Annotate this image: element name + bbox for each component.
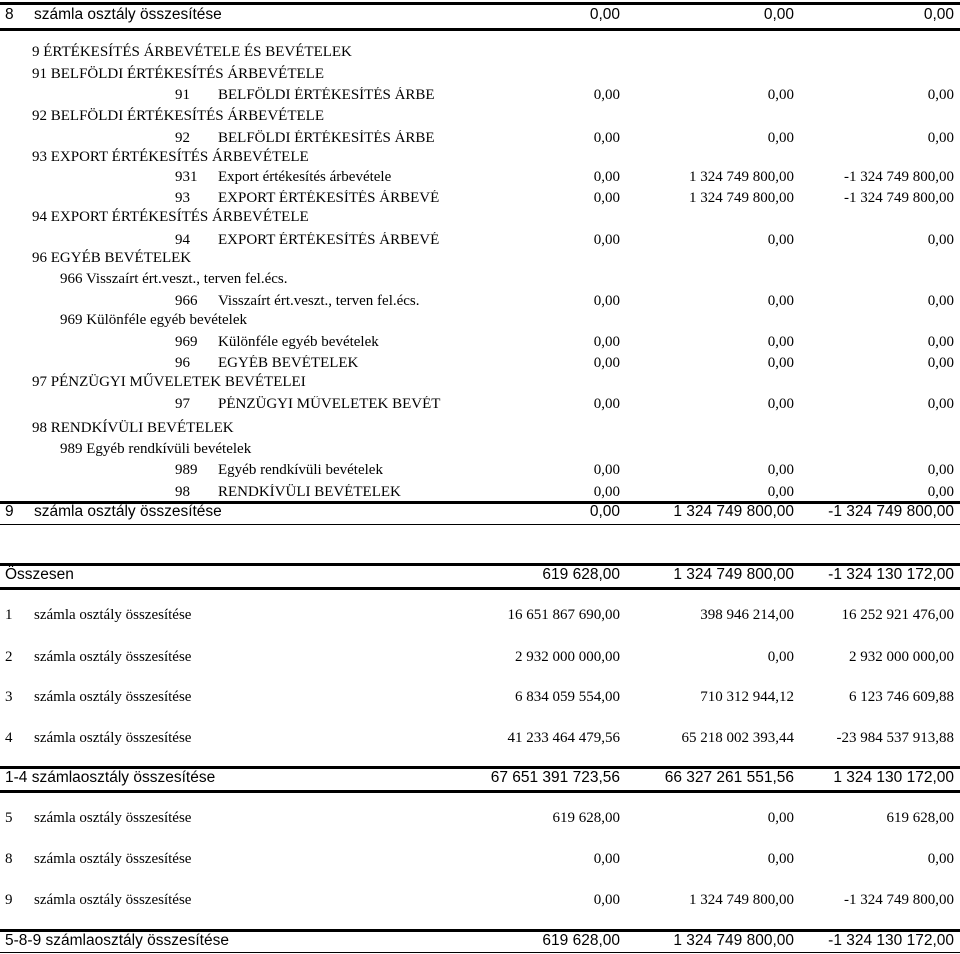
account-text: Export értékesítés árbevétele — [218, 169, 392, 185]
class-v1: 2 932 000 000,00 — [515, 649, 620, 665]
account-v3: 0,00 — [927, 130, 954, 146]
account-text: BELFÖLDI ÉRTÉKESÍTÉS ÁRBE — [218, 130, 435, 146]
class-code: 3 — [5, 689, 13, 705]
account-v1: 0,00 — [593, 484, 620, 500]
class-code: 1 — [5, 607, 13, 623]
account-text: RENDKÍVÜLI BEVÉTELEK — [218, 484, 401, 500]
account-v1: 0,00 — [593, 232, 620, 248]
class-v3: 2 932 000 000,00 — [849, 649, 954, 665]
subgroup-text: 966 Visszaírt ért.veszt., terven fel.écs. — [60, 271, 288, 287]
account-v2: 1 324 749 800,00 — [689, 190, 794, 206]
total589-v2: 1 324 749 800,00 — [673, 932, 794, 949]
account-v1: 0,00 — [593, 396, 620, 412]
account-text: PÉNZÜGYI MŰVELETEK BEVÉT — [218, 396, 441, 412]
group-text: 93 EXPORT ÉRTÉKESÍTÉS ÁRBEVÉTELE — [32, 149, 309, 165]
section9-v1: 0,00 — [589, 503, 620, 520]
account-v3: 0,00 — [927, 87, 954, 103]
account-v1: 0,00 — [593, 462, 620, 478]
account-v1: 0,00 — [593, 355, 620, 371]
class-v2: 710 312 944,12 — [700, 689, 794, 705]
subgroup-text: 91 BELFÖLDI ÉRTÉKESÍTÉS ÁRBEVÉTELE — [32, 66, 324, 82]
grand-total-row — [0, 566, 960, 586]
account-v2: 0,00 — [767, 232, 794, 248]
account-code: 94 — [175, 232, 190, 248]
section8-label: 8 — [5, 6, 14, 23]
account-v1: 0,00 — [593, 87, 620, 103]
class-v3: 6 123 746 609,88 — [849, 689, 954, 705]
account-v2: 0,00 — [767, 355, 794, 371]
section9-bottom-rule — [0, 524, 960, 525]
total14-v1: 67 651 391 723,56 — [490, 769, 620, 786]
section9-label: 9 — [5, 503, 14, 520]
class-title: számla osztály összesítése — [34, 607, 192, 623]
class-v2: 0,00 — [767, 851, 794, 867]
group-text: 97 PÉNZÜGYI MŰVELETEK BEVÉTELEI — [32, 374, 306, 390]
class-v3: -1 324 749 800,00 — [844, 892, 954, 908]
grand-total-v3: -1 324 130 172,00 — [828, 566, 954, 583]
account-v1: 0,00 — [593, 130, 620, 146]
account-v2: 0,00 — [767, 130, 794, 146]
grand-total-v1: 619 628,00 — [542, 566, 620, 583]
account-text: Visszaírt ért.veszt., terven fel.écs. — [218, 293, 420, 309]
class-v2: 65 218 002 393,44 — [681, 730, 794, 746]
account-v3: 0,00 — [927, 396, 954, 412]
account-v1: 0,00 — [593, 169, 620, 185]
class-v2: 0,00 — [767, 810, 794, 826]
account-code: 989 — [175, 462, 198, 478]
account-v3: 0,00 — [927, 462, 954, 478]
account-text: EGYÉB BEVÉTELEK — [218, 355, 359, 371]
section8-v2: 0,00 — [763, 6, 794, 23]
total14-v2: 66 327 261 551,56 — [664, 769, 794, 786]
account-text: Különféle egyéb bevételek — [218, 334, 379, 350]
group-text: 96 EGYÉB BEVÉTELEK — [32, 250, 192, 266]
account-v2: 0,00 — [767, 293, 794, 309]
class-code: 5 — [5, 810, 13, 826]
account-text: EXPORT ÉRTÉKESÍTÉS ÁRBEVÉ — [218, 232, 440, 248]
account-v3: 0,00 — [927, 334, 954, 350]
class-v3: 619 628,00 — [886, 810, 954, 826]
section8-v3: 0,00 — [923, 6, 954, 23]
account-v2: 1 324 749 800,00 — [689, 169, 794, 185]
section9-v3: -1 324 749 800,00 — [828, 503, 954, 520]
account-v1: 0,00 — [593, 334, 620, 350]
account-text: Egyéb rendkívüli bevételek — [218, 462, 383, 478]
group-text: 98 RENDKÍVÜLI BEVÉTELEK — [32, 420, 234, 436]
account-v2: 0,00 — [767, 484, 794, 500]
class-v3: 0,00 — [927, 851, 954, 867]
total589-v1: 619 628,00 — [542, 932, 620, 949]
account-v3: 0,00 — [927, 293, 954, 309]
section9-v2: 1 324 749 800,00 — [673, 503, 794, 520]
class-v1: 6 834 059 554,00 — [515, 689, 620, 705]
account-code: 96 — [175, 355, 190, 371]
class-title: számla osztály összesítése — [34, 892, 192, 908]
account-code: 966 — [175, 293, 198, 309]
class-title: számla osztály összesítése — [34, 730, 192, 746]
total14-bottom-rule — [0, 790, 960, 793]
class-title: számla osztály összesítése — [34, 649, 192, 665]
section8-title: számla osztály összesítése — [34, 6, 222, 23]
account-text: BELFÖLDI ÉRTÉKESÍTÉS ÁRBE — [218, 87, 435, 103]
class-v2: 0,00 — [767, 649, 794, 665]
class-v3: -23 984 537 913,88 — [836, 730, 954, 746]
class-v1: 619 628,00 — [552, 810, 620, 826]
account-code: 92 — [175, 130, 190, 146]
group-text: 94 EXPORT ÉRTÉKESÍTÉS ÁRBEVÉTELE — [32, 209, 309, 225]
class-v2: 1 324 749 800,00 — [689, 892, 794, 908]
account-code: 97 — [175, 396, 190, 412]
class-title: számla osztály összesítése — [34, 851, 192, 867]
class-v2: 398 946 214,00 — [700, 607, 794, 623]
account-v2: 0,00 — [767, 87, 794, 103]
class-title: számla osztály összesítése — [34, 810, 192, 826]
class-v1: 0,00 — [593, 851, 620, 867]
total14-row — [0, 769, 960, 789]
class-v1: 41 233 464 479,56 — [507, 730, 620, 746]
class-v1: 0,00 — [593, 892, 620, 908]
account-v2: 0,00 — [767, 462, 794, 478]
class-code: 4 — [5, 730, 13, 746]
total14-v3: 1 324 130 172,00 — [833, 769, 954, 786]
total589-title: 5-8-9 számlaosztály összesítése — [5, 932, 229, 949]
section8-v1: 0,00 — [589, 6, 620, 23]
total589-v3: -1 324 130 172,00 — [828, 932, 954, 949]
group-text: 9 ÉRTÉKESÍTÉS ÁRBEVÉTELE ÉS BEVÉTELEK — [32, 44, 352, 60]
account-v2: 0,00 — [767, 396, 794, 412]
account-v3: 0,00 — [927, 484, 954, 500]
class-v3: 16 252 921 476,00 — [841, 607, 954, 623]
grand-total-title: Összesen — [5, 566, 74, 583]
account-code: 93 — [175, 190, 190, 206]
account-code: 931 — [175, 169, 198, 185]
total14-title: 1-4 számlaosztály összesítése — [5, 769, 216, 786]
account-v3: 0,00 — [927, 232, 954, 248]
class-code: 8 — [5, 851, 13, 867]
account-v1: 0,00 — [593, 190, 620, 206]
account-v3: 0,00 — [927, 355, 954, 371]
class-code: 9 — [5, 892, 13, 908]
account-code: 98 — [175, 484, 190, 500]
subgroup-text: 969 Különféle egyéb bevételek — [60, 312, 248, 328]
grand-total-v2: 1 324 749 800,00 — [673, 566, 794, 583]
total589-row — [0, 932, 960, 952]
account-code: 969 — [175, 334, 198, 350]
account-v3: -1 324 749 800,00 — [844, 169, 954, 185]
section8-bottom-rule — [0, 28, 960, 31]
group-text: 92 BELFÖLDI ÉRTÉKESÍTÉS ÁRBEVÉTELE — [32, 108, 324, 124]
account-v1: 0,00 — [593, 293, 620, 309]
subgroup-text: 989 Egyéb rendkívüli bevételek — [60, 441, 252, 457]
section9-total-row — [0, 503, 960, 523]
account-text: EXPORT ÉRTÉKESÍTÉS ÁRBEVÉ — [218, 190, 440, 206]
top-rule — [0, 2, 960, 5]
account-v2: 0,00 — [767, 334, 794, 350]
class-title: számla osztály összesítése — [34, 689, 192, 705]
total589-bottom-rule — [0, 952, 960, 953]
section8-total-row — [0, 6, 960, 26]
class-code: 2 — [5, 649, 13, 665]
class-v1: 16 651 867 690,00 — [507, 607, 620, 623]
summary-bottom-rule — [0, 587, 960, 590]
account-code: 91 — [175, 87, 190, 103]
account-v3: -1 324 749 800,00 — [844, 190, 954, 206]
section9-title: számla osztály összesítése — [34, 503, 222, 520]
